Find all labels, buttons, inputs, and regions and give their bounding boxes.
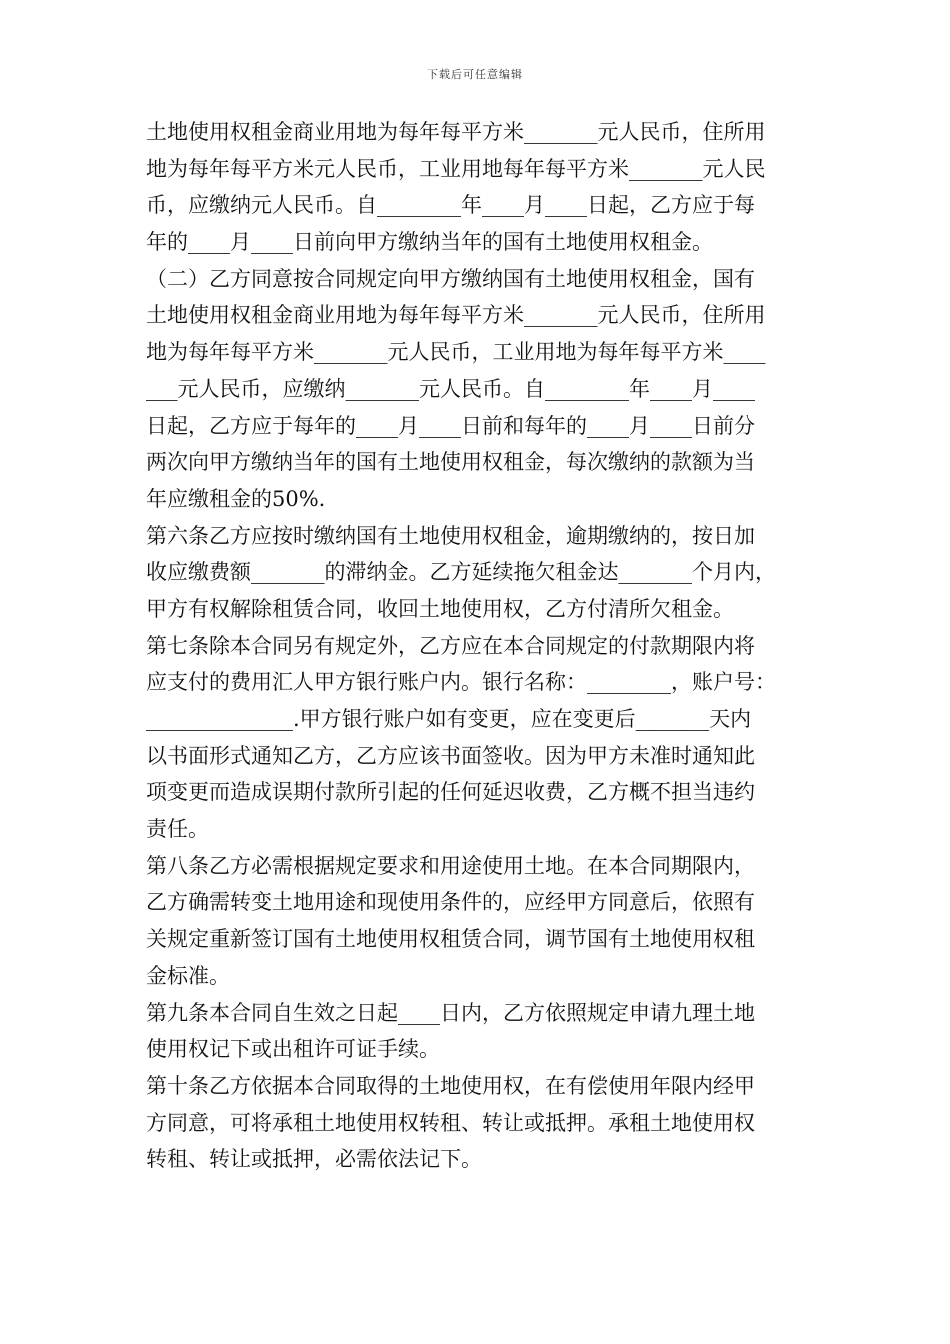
text-line: ______________.甲方银行账户如有变更，应在变更后_______天内	[146, 707, 752, 731]
text-line: 以书面形式通知乙方，乙方应该书面签收。因为甲方未准时通知此	[146, 743, 755, 768]
text-line: 甲方有权解除租赁合同，收回土地使用权，乙方付清所欠租金。	[146, 596, 734, 621]
text-line: 币，应缴纳元人民币。自________年____月____日起，乙方应于每	[146, 193, 755, 218]
text-line: 地为每年每平方米元人民币，工业用地每年每平方米_______元人民	[146, 156, 766, 181]
text-line: 年的____月____日前向甲方缴纳当年的国有土地使用权租金。	[146, 230, 713, 255]
text-line: 第九条本合同自生效之日起____日内，乙方依照规定申请九理土地	[146, 1000, 755, 1025]
text-line: 应支付的费用汇人甲方银行账户内。银行名称：________，账户号：	[146, 670, 776, 695]
page-header: 下载后可任意编辑	[427, 68, 523, 81]
text-line: ___元人民币，应缴纳_______元人民币。自________年____月____	[146, 376, 755, 401]
document-body	[146, 114, 811, 1178]
text-line: 土地使用权租金商业用地为每年每平方米_______元人民币，住所用	[146, 303, 766, 328]
text-line: 日起，乙方应于每年的____月____日前和每年的____月____日前分	[146, 413, 755, 438]
text-line: 第八条乙方必需根据规定要求和用途使用土地。在本合同期限内，	[146, 853, 755, 878]
text-line: 项变更而造成误期付款所引起的任何延迟收费，乙方概不担当违约	[146, 780, 755, 805]
text-line: 责任。	[146, 817, 209, 842]
text-line: 金标准。	[146, 963, 230, 988]
text-line: 土地使用权租金商业用地为每年每平方米_______元人民币，住所用	[146, 120, 766, 144]
text-line: 转租、转让或抵押，必需依法记下。	[146, 1147, 482, 1172]
text-line: （二）乙方同意按合同规定向甲方缴纳国有土地使用权租金，国有	[146, 266, 755, 291]
text-line: 第六条乙方应按时缴纳国有土地使用权租金，逾期缴纳的，按日加	[146, 523, 755, 548]
text-line: 关规定重新签订国有土地使用权租赁合同，调节国有土地使用权租	[146, 927, 755, 952]
text-line: 方同意，可将承租土地使用权转租、转让或抵押。承租土地使用权	[146, 1110, 755, 1135]
text-line: 第十条乙方依据本合同取得的土地使用权，在有偿使用年限内经甲	[146, 1073, 755, 1098]
text-line: 地为每年每平方米_______元人民币，工业用地为每年每平方米____	[146, 340, 766, 365]
text-line: 两次向甲方缴纳当年的国有土地使用权租金，每次缴纳的款额为当	[146, 450, 755, 475]
text-line: 收应缴费额_______的滞纳金。乙方延续拖欠租金达_______个月内，	[146, 560, 776, 585]
text-line: 使用权记下或出租许可证手续。	[146, 1037, 440, 1062]
text-line: 乙方确需转变土地用途和现使用条件的，应经甲方同意后，依照有	[146, 890, 755, 915]
text-line: 年应缴租金的50%.	[146, 486, 326, 511]
text-line: 第七条除本合同另有规定外，乙方应在本合同规定的付款期限内将	[146, 633, 755, 658]
